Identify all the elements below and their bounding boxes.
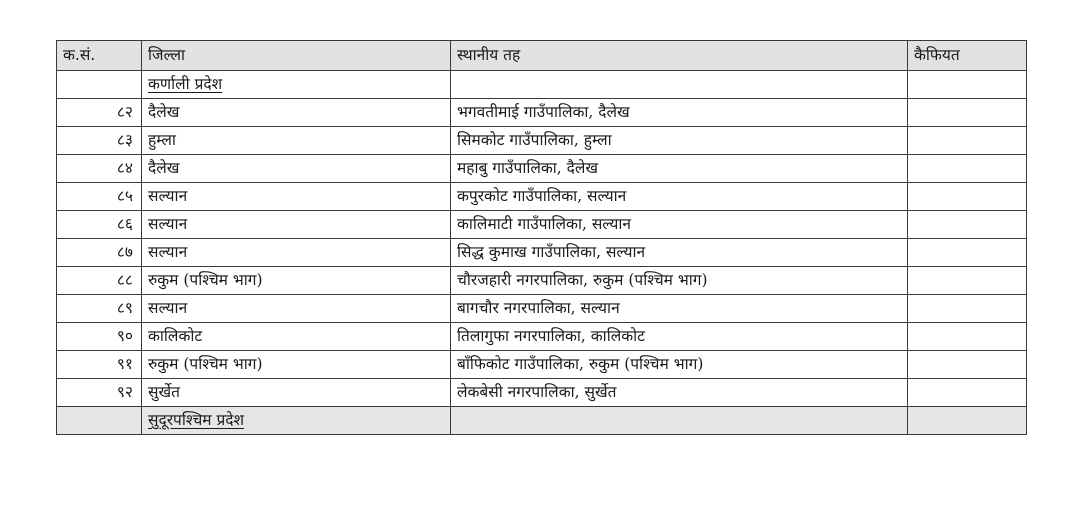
section-row-sudurpashchim — [57, 407, 1027, 435]
district-cell: सुर्खेत — [142, 379, 451, 407]
table-row — [57, 295, 1027, 323]
remarks-cell — [908, 295, 1027, 323]
local-level-cell: सिमकोट गाउँपालिका, हुम्ला — [451, 127, 908, 155]
remarks-cell — [908, 127, 1027, 155]
header-district: जिल्ला — [142, 41, 451, 71]
section-label-cell — [142, 71, 451, 99]
section-title-karnali: कर्णाली प्रदेश — [148, 75, 223, 93]
header-remarks: कैफियत — [908, 41, 1027, 71]
district-cell: कालिकोट — [142, 323, 451, 351]
table-row — [57, 127, 1027, 155]
table-row — [57, 99, 1027, 127]
table-row — [57, 323, 1027, 351]
district-cell: सल्यान — [142, 239, 451, 267]
section-remarks-cell — [908, 71, 1027, 99]
serial-number-cell: ८५ — [57, 183, 142, 211]
district-cell: रुकुम (पश्चिम भाग) — [142, 351, 451, 379]
table-header-row — [57, 41, 1027, 71]
serial-number-cell: ८६ — [57, 211, 142, 239]
table-row — [57, 155, 1027, 183]
district-cell: सल्यान — [142, 211, 451, 239]
remarks-cell — [908, 239, 1027, 267]
serial-number-cell: ८४ — [57, 155, 142, 183]
serial-number-cell: ८३ — [57, 127, 142, 155]
section-local-cell — [451, 407, 908, 435]
remarks-cell — [908, 183, 1027, 211]
local-level-cell: कपुरकोट गाउँपालिका, सल्यान — [451, 183, 908, 211]
table-row — [57, 211, 1027, 239]
section-local-cell — [451, 71, 908, 99]
local-level-cell: महाबु गाउँपालिका, दैलेख — [451, 155, 908, 183]
remarks-cell — [908, 379, 1027, 407]
serial-number-cell: ९० — [57, 323, 142, 351]
section-remarks-cell — [908, 407, 1027, 435]
table-row — [57, 239, 1027, 267]
section-sn-cell — [57, 407, 142, 435]
local-level-cell: लेकबेसी नगरपालिका, सुर्खेत — [451, 379, 908, 407]
serial-number-cell: ९१ — [57, 351, 142, 379]
table-row — [57, 379, 1027, 407]
header-local-level: स्थानीय तह — [451, 41, 908, 71]
serial-number-cell: ८७ — [57, 239, 142, 267]
local-levels-table — [56, 40, 1027, 435]
local-level-cell: भगवतीमाई गाउँपालिका, दैलेख — [451, 99, 908, 127]
remarks-cell — [908, 267, 1027, 295]
serial-number-cell: ९२ — [57, 379, 142, 407]
section-row-karnali — [57, 71, 1027, 99]
serial-number-cell: ८८ — [57, 267, 142, 295]
remarks-cell — [908, 211, 1027, 239]
local-level-cell: चौरजहारी नगरपालिका, रुकुम (पश्चिम भाग) — [451, 267, 908, 295]
local-level-cell: तिलागुफा नगरपालिका, कालिकोट — [451, 323, 908, 351]
table-row — [57, 267, 1027, 295]
remarks-cell — [908, 155, 1027, 183]
remarks-cell — [908, 351, 1027, 379]
header-serial-number: क.सं. — [57, 41, 142, 71]
serial-number-cell: ८९ — [57, 295, 142, 323]
district-cell: दैलेख — [142, 99, 451, 127]
district-cell: दैलेख — [142, 155, 451, 183]
district-cell: हुम्ला — [142, 127, 451, 155]
local-level-cell: सिद्ध कुमाख गाउँपालिका, सल्यान — [451, 239, 908, 267]
serial-number-cell: ८२ — [57, 99, 142, 127]
section-sn-cell — [57, 71, 142, 99]
local-level-cell: कालिमाटी गाउँपालिका, सल्यान — [451, 211, 908, 239]
remarks-cell — [908, 99, 1027, 127]
section-label-cell — [142, 407, 451, 435]
district-cell: सल्यान — [142, 183, 451, 211]
remarks-cell — [908, 323, 1027, 351]
local-level-cell: बाँफिकोट गाउँपालिका, रुकुम (पश्चिम भाग) — [451, 351, 908, 379]
table-row — [57, 183, 1027, 211]
section-title-sudurpashchim: सुदूरपश्चिम प्रदेश — [148, 411, 245, 429]
table-row — [57, 351, 1027, 379]
local-level-cell: बागचौर नगरपालिका, सल्यान — [451, 295, 908, 323]
district-cell: सल्यान — [142, 295, 451, 323]
district-cell: रुकुम (पश्चिम भाग) — [142, 267, 451, 295]
